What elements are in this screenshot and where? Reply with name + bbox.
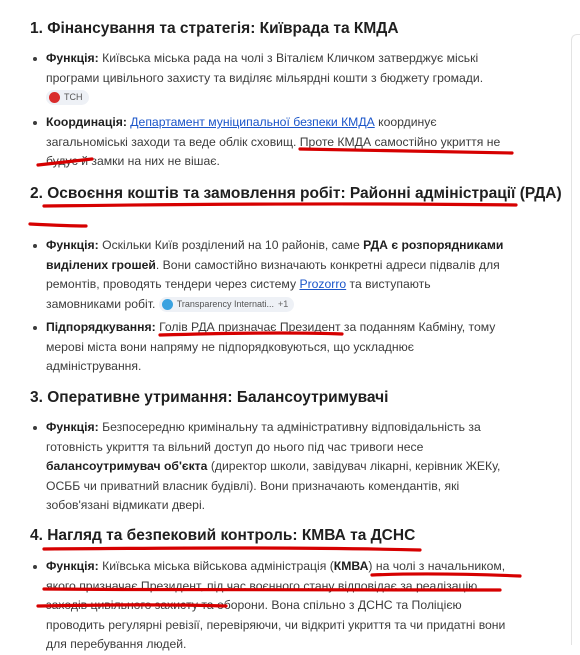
section-3-heading: 3. Оперативне утримання: Балансоутримувачі [30,389,389,406]
bullet-text-b: (директор школи, завідувач лікарні, керівник ЖЕКу, ОСББ чи приватний власник будівлі). Вони призначають комендантів, які зобов'язані відмикати двері. [46,459,501,512]
section-1-bullet-function [46,49,506,108]
bullet-bold-text: КМВА [333,559,369,573]
section-3-bullet-function [46,418,506,516]
section-2-bullet-function [46,236,506,314]
prozorro-link[interactable]: Prozorro [299,277,347,291]
section-1-bullet-coordination [46,113,506,172]
bullet-text-b: . Вони самостійно визначають конкретні адреси підвалів для ремонтів, проводять тендери через систему [46,257,500,291]
bullet-label: Координація: [46,115,127,129]
bullet-text-b: ) на чолі з начальником, якого призначає Президент, під час воєнного стану відповідає за реалізацію заходів цивільного захисту та оборони. Вона спільно з ДСНС та Поліцією проводить регулярні ревізії, перевіряючи, чи відкриті укриття та чи придатні вони для перебування людей. [46,559,506,651]
side-panel-edge [571,34,580,645]
source-chip-transparency[interactable] [159,297,294,312]
transparency-international-icon [162,299,173,310]
section-2-bullet-subordination [46,318,506,377]
bullet-label: Підпорядкування: [46,320,156,334]
bullet-text-a: Київська міська військова адміністрація ( [98,559,334,573]
tsn-logo-icon [49,92,60,103]
underline-stroke [44,204,516,206]
bullet-text-c: та виступають замовниками робіт. [46,277,431,311]
bullet-bold-text: балансоутримувач об'єкта [46,459,208,473]
section-1-heading: 1. Фінансування та стратегія: Київрада та КМДА [30,20,399,37]
source-chip-label: Transparency Internati... [176,298,274,309]
bullet-text: координує загальноміські заходи та веде облік сховищ. Проте КМДА самостійно укриття не будує й замки на них не вішає. [46,115,501,168]
section-4-heading: 4. Нагляд та безпековий контроль: КМВА та ДСНС [30,527,416,544]
bullet-bold-text: РДА є розпорядниками виділених грошей [46,238,504,272]
bullet-label: Функція: [46,559,99,573]
underline-stroke [30,224,86,226]
bullet-text-a: Оскільки Київ розділений на 10 районів, саме [98,238,364,252]
section-2-heading: 2. Освоєння коштів та замовлення робіт: Районні адміністрації (РДА) [30,185,562,202]
source-chip-label: ТСН [64,92,83,103]
bullet-text-a: Безпосередню кримінальну та адміністративну відповідальність за готовність укриття та вільний доступ до нього під час тривоги несе [46,420,481,454]
bullet-label: Функція: [46,51,99,65]
section-4-bullet-function [46,557,506,655]
bullet-label: Функція: [46,420,99,434]
bullet-label: Функція: [46,238,99,252]
source-chip-extra-count: +1 [277,298,289,309]
kmda-security-department-link[interactable]: Департамент муніципальної безпеки КМДА [130,115,375,129]
source-chip-tsn[interactable] [46,90,89,105]
bullet-text: Голів РДА призначає Президент за поданням Кабміну, тому мерові міста вони напряму не підпорядковуються, що ускладнює адміністрування. [46,320,496,373]
bullet-text: Київська міська рада на чолі з Віталієм Кличком затверджує міські програми цивільного захисту та виділяє мільярдні кошти з бюджету громади. [46,51,484,85]
underline-stroke [44,548,420,550]
